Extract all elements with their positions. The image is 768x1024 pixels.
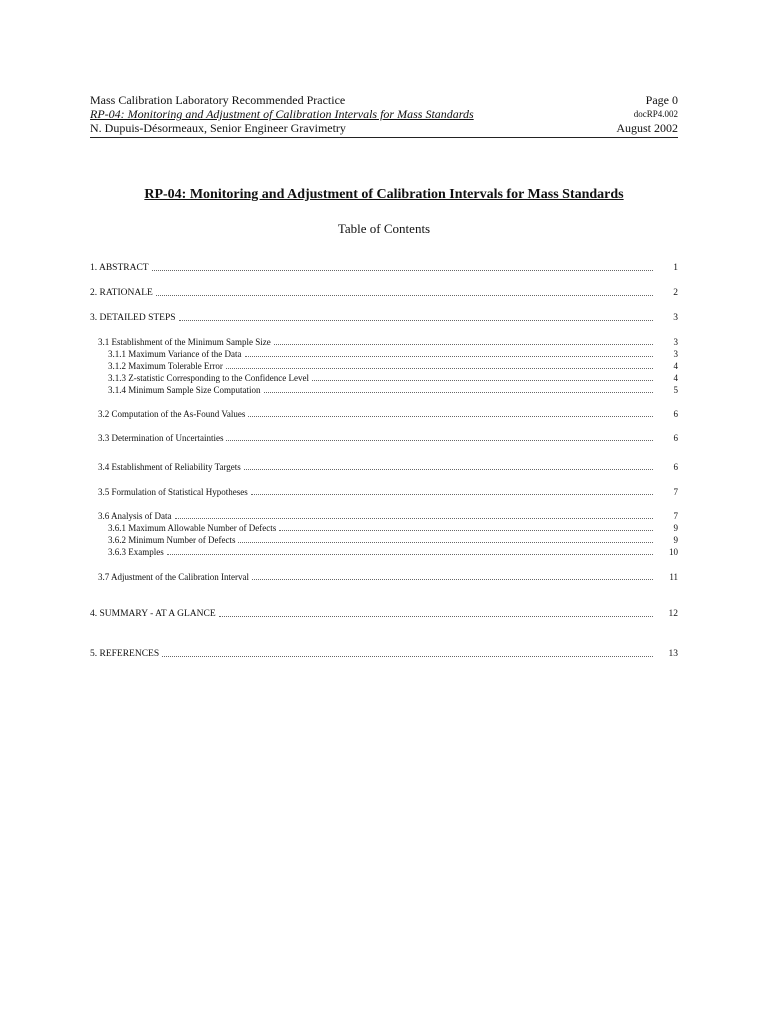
header-organization: Mass Calibration Laboratory Recommended Practice — [90, 93, 346, 107]
toc-entry-label: 3.2 Computation of the As-Found Values — [98, 409, 246, 419]
header-row-1 — [90, 93, 678, 107]
header-row-3 — [90, 121, 678, 135]
toc-entry[interactable] — [90, 262, 678, 274]
toc-entry-page: 3 — [673, 337, 678, 347]
toc-entry-page: 7 — [673, 511, 678, 521]
header-author: N. Dupuis-Désormeaux, Senior Engineer Gravimetry — [90, 121, 346, 135]
toc-entry-page: 9 — [673, 535, 678, 545]
dot-leader — [245, 355, 653, 357]
toc-entry[interactable] — [98, 461, 678, 473]
toc-entry-label: 3.7 Adjustment of the Calibration Interval — [98, 572, 249, 582]
dot-leader — [274, 343, 653, 345]
toc-entry[interactable] — [90, 648, 678, 660]
toc-entry-page: 1 — [673, 263, 678, 273]
toc-entry[interactable] — [90, 608, 678, 620]
dot-leader — [264, 391, 654, 393]
page-header — [90, 93, 678, 135]
toc-entry-label: 3.1.3 Z-statistic Corresponding to the Confidence Level — [108, 373, 309, 383]
toc-entry-label: 3.1.4 Minimum Sample Size Computation — [108, 385, 261, 395]
dot-leader — [219, 615, 653, 617]
toc-entry[interactable] — [108, 384, 678, 396]
toc-entry-label: 3.5 Formulation of Statistical Hypotheses — [98, 487, 248, 497]
toc-entry-label: 3.1.2 Maximum Tolerable Error — [108, 361, 223, 371]
toc-entry-page: 7 — [673, 487, 678, 497]
toc-entry[interactable] — [108, 348, 678, 360]
dot-leader — [252, 578, 653, 580]
toc-entry[interactable] — [108, 546, 678, 558]
toc-entry[interactable] — [108, 522, 678, 534]
toc-entry-label: 2. RATIONALE — [90, 288, 153, 298]
toc-entry[interactable] — [98, 336, 678, 348]
dot-leader — [244, 468, 653, 470]
document-title: RP-04: Monitoring and Adjustment of Calibration Intervals for Mass Standards — [144, 187, 624, 202]
toc-entry-label: 3.4 Establishment of Reliability Targets — [98, 462, 241, 472]
dot-leader — [162, 655, 653, 657]
toc-entry-page: 13 — [668, 649, 678, 659]
header-document-title: RP-04: Monitoring and Adjustment of Calibration Intervals for Mass Standards — [90, 107, 474, 121]
toc-entry[interactable] — [90, 287, 678, 299]
dot-leader — [179, 319, 653, 321]
toc-entry[interactable] — [98, 408, 678, 420]
dot-leader — [238, 541, 653, 543]
header-rule — [90, 137, 678, 138]
toc-entry-page: 3 — [673, 349, 678, 359]
dot-leader — [156, 294, 653, 296]
toc-entry[interactable] — [98, 571, 678, 583]
toc-entry-page: 2 — [673, 288, 678, 298]
toc-entry-page: 5 — [673, 385, 678, 395]
toc-entry-page: 6 — [673, 433, 678, 443]
dot-leader — [226, 367, 653, 369]
toc-entry[interactable] — [108, 372, 678, 384]
toc-entry[interactable] — [108, 534, 678, 546]
toc-entry[interactable] — [98, 486, 678, 498]
toc-entry-page: 9 — [673, 523, 678, 533]
header-date: August 2002 — [616, 121, 678, 135]
header-page-number: Page 0 — [645, 93, 678, 107]
toc-entry-page: 4 — [673, 361, 678, 371]
toc-entry-page: 6 — [673, 409, 678, 419]
dot-leader — [167, 553, 653, 555]
toc-entry-label: 4. SUMMARY - AT A GLANCE — [90, 609, 216, 619]
toc-entry-label: 3.1 Establishment of the Minimum Sample Size — [98, 337, 271, 347]
toc-entry-label: 3.3 Determination of Uncertainties — [98, 433, 224, 443]
dot-leader — [175, 517, 654, 519]
toc-entry-page: 6 — [673, 462, 678, 472]
header-document-id: docRP4.002 — [633, 109, 678, 119]
toc-entry-label: 3.1.1 Maximum Variance of the Data — [108, 349, 242, 359]
toc-entry-label: 3. DETAILED STEPS — [90, 313, 176, 323]
toc-entry-label: 3.6 Analysis of Data — [98, 511, 172, 521]
dot-leader — [152, 269, 653, 271]
toc-entry-page: 3 — [673, 313, 678, 323]
dot-leader — [251, 493, 653, 495]
toc-entry[interactable] — [98, 432, 678, 444]
dot-leader — [226, 439, 653, 441]
toc-entry-page: 11 — [669, 572, 678, 582]
dot-leader — [279, 529, 653, 531]
toc-entry[interactable] — [98, 510, 678, 522]
toc-entry[interactable] — [108, 360, 678, 372]
toc-entry-label: 5. REFERENCES — [90, 649, 160, 659]
toc-entry-page: 12 — [668, 609, 678, 619]
header-row-2 — [90, 107, 678, 121]
toc-entry-page: 10 — [669, 547, 678, 557]
toc-entry-label: 3.6.3 Examples — [108, 547, 164, 557]
toc-entry[interactable] — [90, 312, 678, 324]
toc-entry-label: 1. ABSTRACT — [90, 263, 149, 273]
toc-entry-label: 3.6.1 Maximum Allowable Number of Defects — [108, 523, 277, 533]
dot-leader — [248, 415, 653, 417]
toc-entry-page: 4 — [673, 373, 678, 383]
toc-heading: Table of Contents — [337, 221, 431, 236]
dot-leader — [312, 379, 653, 381]
toc-entry-label: 3.6.2 Minimum Number of Defects — [108, 535, 236, 545]
